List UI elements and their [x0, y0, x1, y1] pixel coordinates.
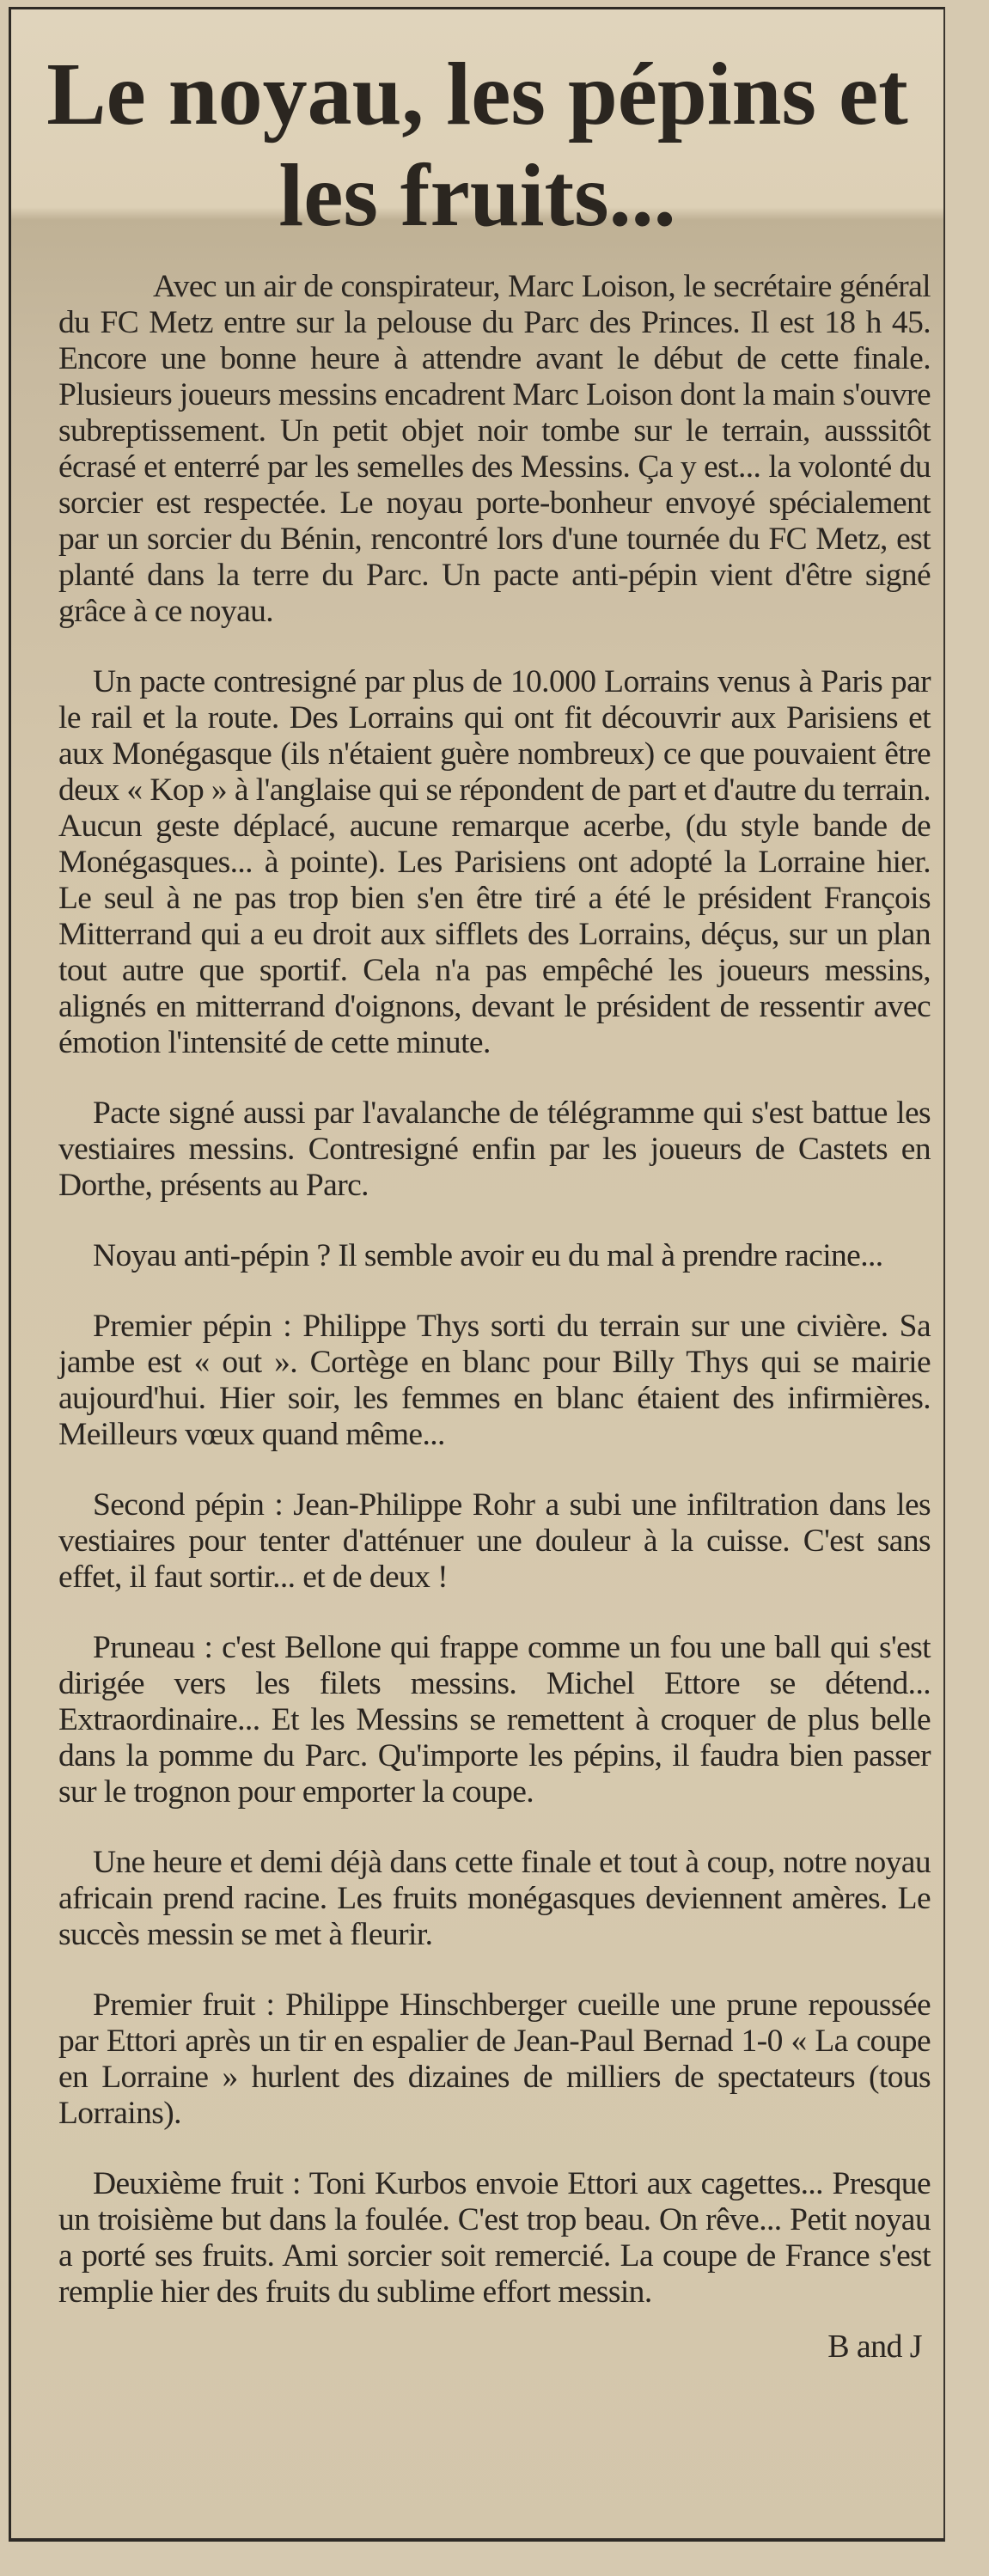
author-signature: B and J	[827, 2329, 922, 2365]
paragraph: Un pacte contresigné par plus de 10.000 Lorrains venus à Paris par le rail et la route. Des Lorrains qui ont fit découvrir aux Parisiens et aux Monégasque (ils n'étaient guère nombreux) ce que pouvaient être deux « Kop » à l'anglaise qui se répondent de part et d'autre du terrain. Aucun geste déplacé, aucune remarque acerbe, (du style bande de Monégasques... à pointe). Les Parisiens ont adopté la Lorraine hier. Le seul à ne pas trop bien s'en être tiré a été le président François Mitterrand qui a eu droit aux sifflets des Lorrains, déçus, sur un plan tout autre que sportif. Cela n'a pas empêché les joueurs messins, alignés en mitterrand d'oignons, devant le président de ressentir avec émotion l'intensité de cette minute.	[58, 664, 931, 1060]
paragraph: Premier pépin : Philippe Thys sorti du terrain sur une civière. Sa jambe est « out ». Cortège en blanc pour Billy Thys qui se mairie aujourd'hui. Hier soir, les femmes en blanc étaient des infirmières. Meilleurs vœux quand même...	[58, 1309, 931, 1452]
paragraph: Avec un air de conspirateur, Marc Loison, le secrétaire général du FC Metz entre sur la pelouse du Parc des Princes. Il est 18 h 45. Encore une bonne heure à attendre avant le début de cette finale. Plusieurs joueurs messins encadrent Marc Loison dont la main s'ouvre subreptissement. Un petit objet noir tombe sur le terrain, ausssitôt écrasé et enterré par les semelles des Messins. Ça y est... la volonté du sorcier est respectée. Le noyau porte-bonheur envoyé spécialement par un sorcier du Bénin, rencontré lors d'une tournée du FC Metz, est planté dans la terre du Parc. Un pacte anti-pépin vient d'être signé grâce à ce noyau.	[58, 269, 931, 629]
article-body	[58, 269, 931, 2365]
paragraph: Une heure et demi déjà dans cette finale et tout à coup, notre noyau africain prend racine. Les fruits monégasques deviennent amères. Le succès messin se met à fleurir.	[58, 1845, 931, 1952]
paragraph: Noyau anti-pépin ? Il semble avoir eu du mal à prendre racine...	[93, 1238, 883, 1273]
paragraph: Second pépin : Jean-Philippe Rohr a subi une infiltration dans les vestiaires pour tenter d'atténuer une douleur à la cuisse. C'est sans effet, il faut sortir... et de deux !	[58, 1487, 931, 1595]
paragraph: Premier fruit : Philippe Hinschberger cueille une prune repoussée par Ettori après un tir en espalier de Jean-Paul Bernad 1-0 « La coupe en Lorraine » hurlent des dizaines de milliers de spectateurs (tous Lorrains).	[58, 1987, 931, 2131]
paragraph: Pacte signé aussi par l'avalanche de télégramme qui s'est battue les vestiaires messins. Contresigné enfin par les joueurs de Castets en Dorthe, présents au Parc.	[58, 1096, 931, 1203]
paragraph: Pruneau : c'est Bellone qui frappe comme un fou une ball qui s'est dirigée vers les filets messins. Michel Ettore se détend... Extraordinaire... Et les Messins se remettent à croquer de plus belle dans la pomme du Parc. Qu'importe les pépins, il faudra bien passer sur le trognon pour emporter la coupe.	[58, 1630, 931, 1810]
paragraph: Deuxième fruit : Toni Kurbos envoie Ettori aux cagettes... Presque un troisième but dans la foulée. C'est trop beau. On rêve... Petit noyau a porté ses fruits. Ami sorcier soit remercié. La coupe de France s'est remplie hier des fruits du sublime effort messin.	[58, 2166, 931, 2310]
article-title: Le noyau, les pépins et les fruits...	[46, 45, 908, 245]
newspaper-clipping	[9, 7, 945, 2542]
